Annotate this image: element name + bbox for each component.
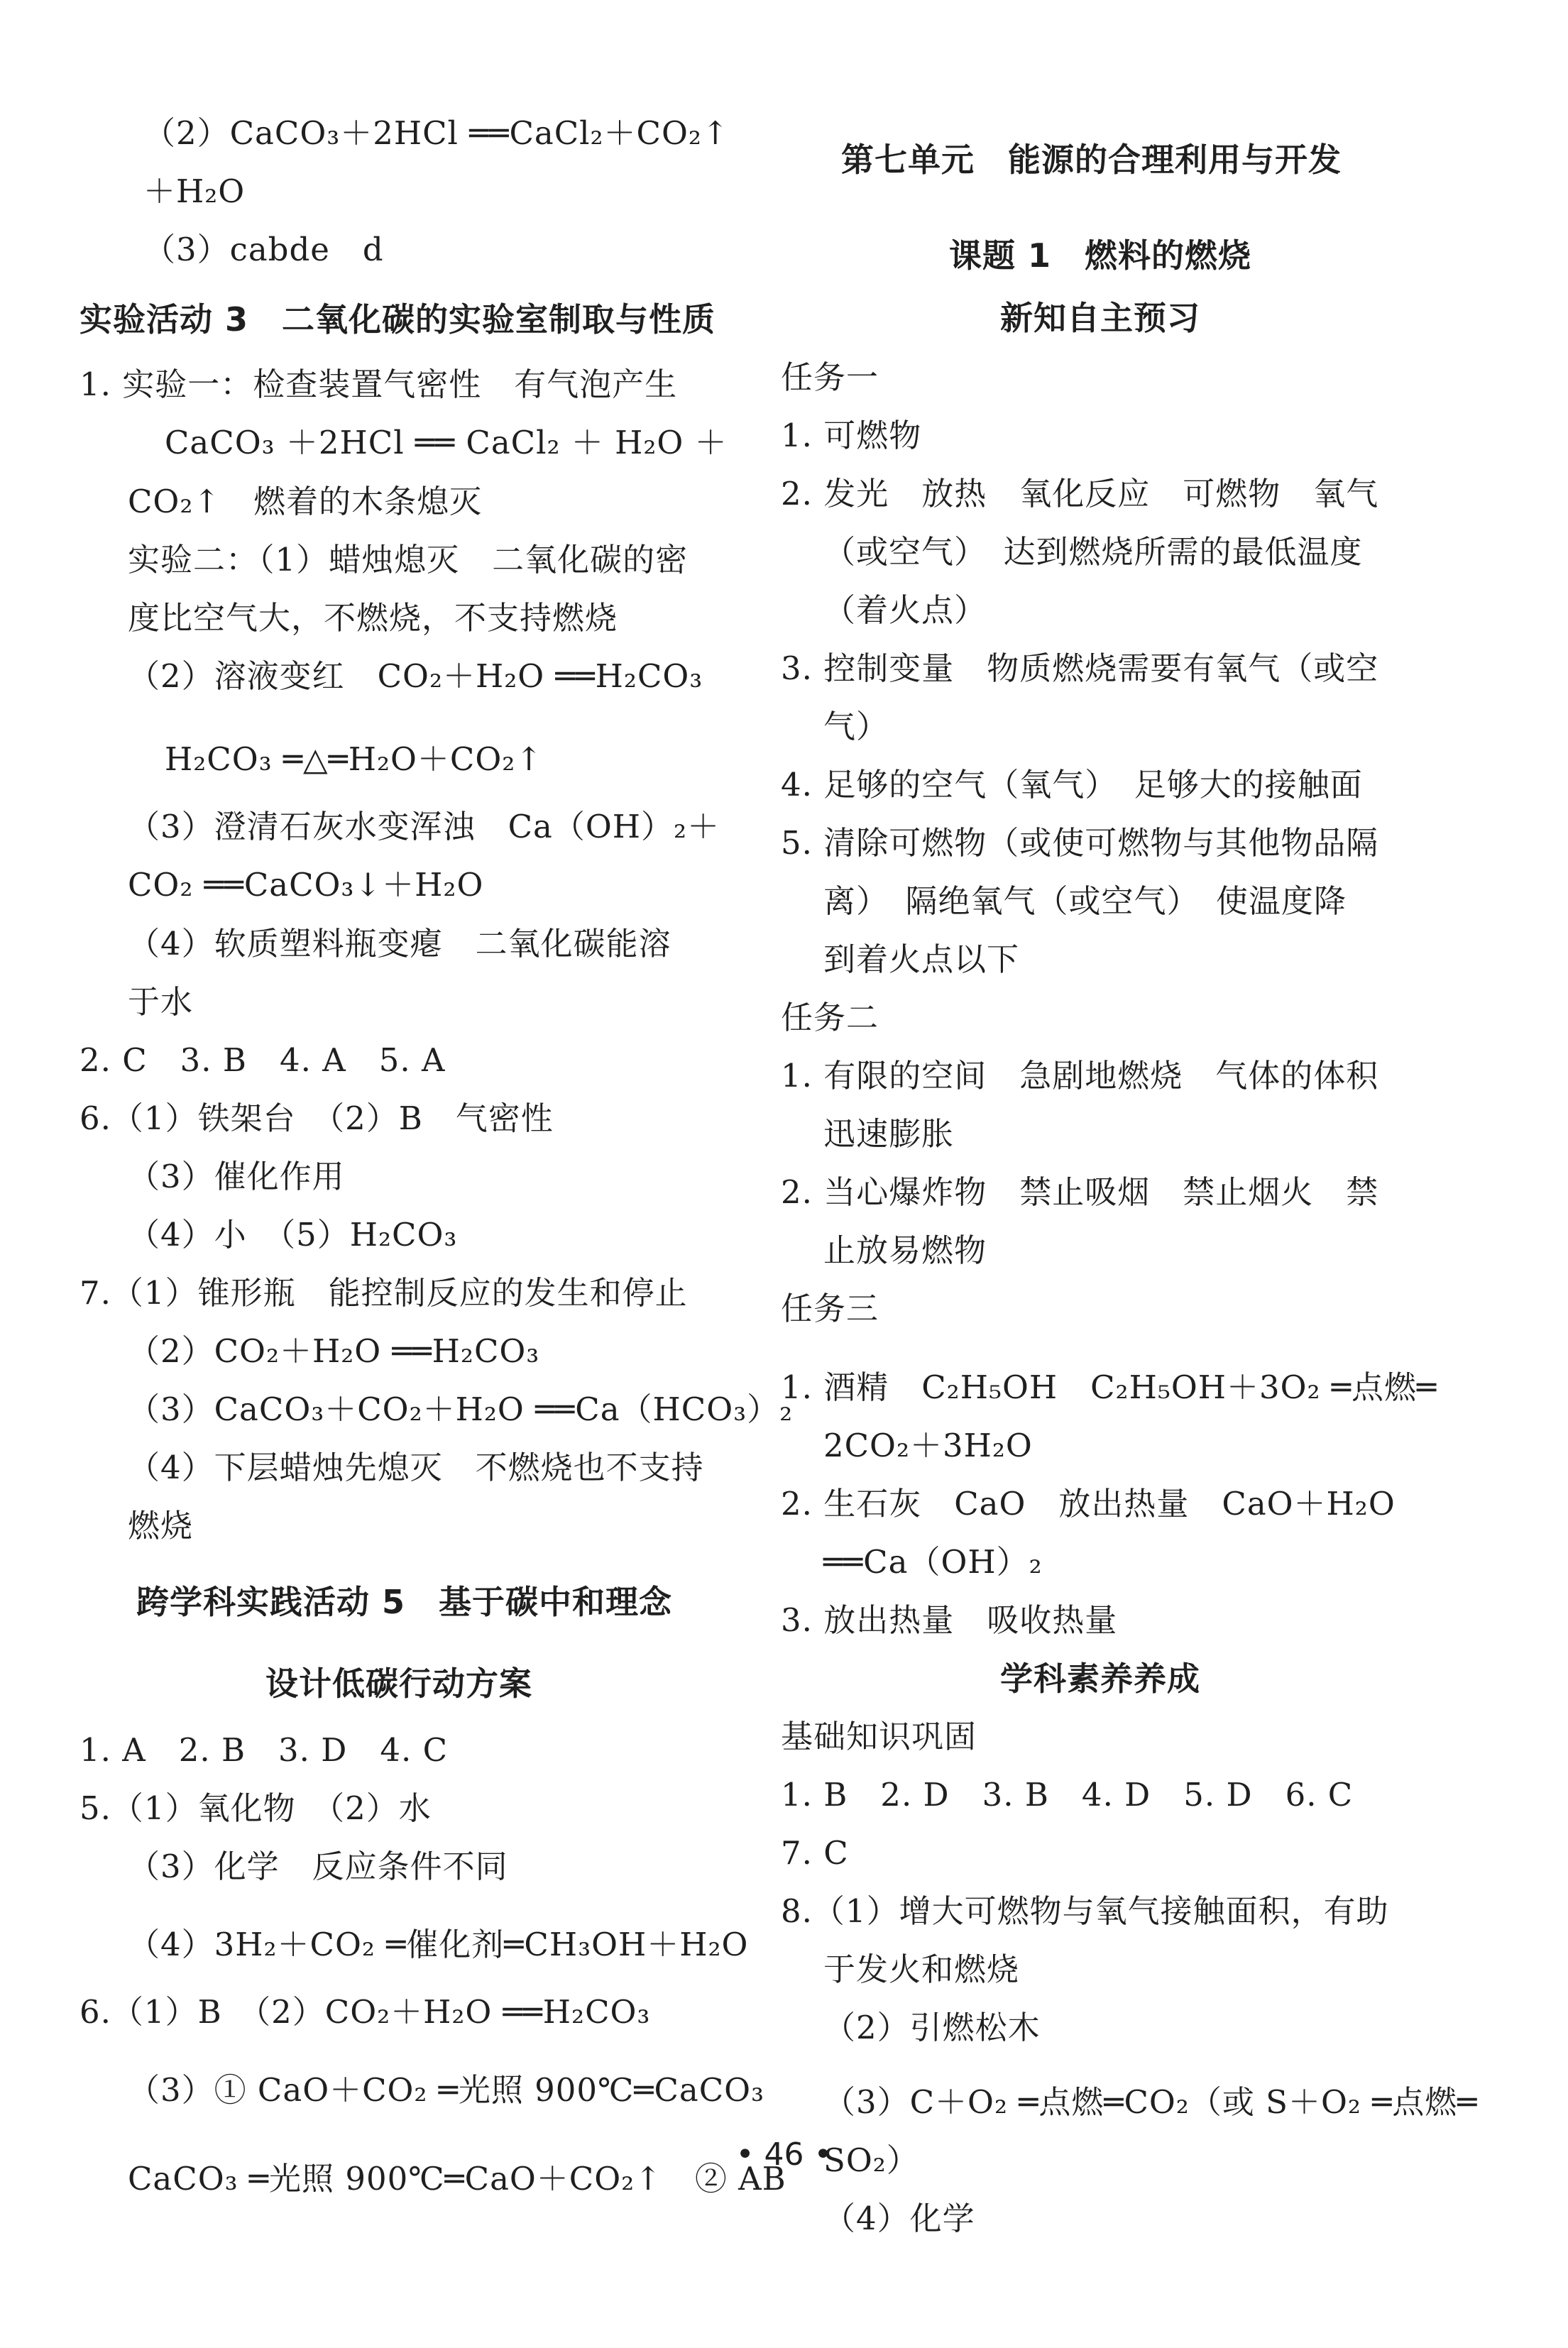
text-line: （2）CO₂＋H₂O ══H₂CO₃	[128, 1332, 540, 1370]
text-line: 2. 当心爆炸物 禁止吸烟 禁止烟火 禁	[781, 1173, 1379, 1211]
text-line: （3）cabde d	[143, 231, 384, 268]
text-line: （2）引燃松木	[823, 2009, 1041, 2046]
text-line: 2. C 3. B 4. A 5. A	[80, 1041, 446, 1079]
text-line: 止放易燃物	[823, 1231, 987, 1269]
page-number: • 46 •	[735, 2136, 833, 2173]
text-line: （4）小 （5）H₂CO₃	[128, 1216, 458, 1253]
text-line: （3）C＋O₂ ═点燃═CO₂（或 S＋O₂ ═点燃═	[823, 2083, 1478, 2121]
section-heading: 实验活动 3 二氧化碳的实验室制取与性质	[80, 300, 716, 339]
text-line: 1. A 2. B 3. D 4. C	[80, 1731, 449, 1769]
text-line: ＋H₂O	[143, 172, 246, 210]
section-heading: 新知自主预习	[1000, 299, 1200, 337]
text-line: （3）催化作用	[128, 1158, 345, 1195]
text-line: 7.（1）锥形瓶 能控制反应的发生和停止	[80, 1274, 688, 1312]
text-line: 6.（1）铁架台 （2）B 气密性	[80, 1099, 554, 1137]
text-line: （着火点）	[823, 591, 987, 629]
text-line: 1. 有限的空间 急剧地燃烧 气体的体积	[781, 1057, 1379, 1095]
text-line: 2. 生石灰 CaO 放出热量 CaO＋H₂O	[781, 1485, 1396, 1523]
text-line: （或空气） 达到燃烧所需的最低温度	[823, 533, 1363, 571]
text-line: （3）澄清石灰水变浑浊 Ca（OH）₂＋	[128, 808, 720, 845]
text-line: 迅速膨胀	[823, 1115, 955, 1153]
text-line: 任务一	[781, 358, 879, 396]
section-heading: 跨学科实践活动 5 基于碳中和理念	[136, 1583, 673, 1621]
text-line: （2）溶液变红 CO₂＋H₂O ══H₂CO₃	[128, 657, 703, 695]
section-heading: 第七单元 能源的合理利用与开发	[841, 141, 1342, 179]
text-line: 5. 清除可燃物（或使可燃物与其他物品隔	[781, 824, 1379, 862]
text-line: 1. 实验一：检查装置气密性 有气泡产生	[80, 366, 678, 403]
text-line: 5.（1）氧化物 （2）水	[80, 1789, 432, 1827]
text-line: SO₂）	[823, 2141, 919, 2179]
text-line: 1. B 2. D 3. B 4. D 5. D 6. C	[781, 1776, 1354, 1814]
text-line: 于发火和燃烧	[823, 1951, 1020, 1988]
text-line: 4. 足够的空气（氧气） 足够大的接触面	[781, 766, 1363, 803]
text-line: 7. C	[781, 1834, 849, 1872]
text-line: 到着火点以下	[823, 940, 1020, 978]
text-line: 度比空气大，不燃烧，不支持燃烧	[128, 599, 618, 637]
text-line: 任务三	[781, 1290, 879, 1327]
text-line: （3）CaCO₃＋CO₂＋H₂O ══Ca（HCO₃）₂	[128, 1390, 794, 1428]
section-heading: 课题 1 燃料的燃烧	[948, 236, 1252, 275]
text-line: 6.（1）B （2）CO₂＋H₂O ══H₂CO₃	[80, 1993, 651, 2031]
text-line: CO₂ ══CaCO₃↓＋H₂O	[128, 866, 484, 904]
text-line: ══Ca（OH）₂	[823, 1543, 1043, 1581]
text-line: （3）化学 反应条件不同	[128, 1848, 508, 1885]
text-line: 气）	[823, 708, 889, 745]
section-heading: 设计低碳行动方案	[265, 1664, 532, 1703]
text-line: 基础知识巩固	[781, 1718, 977, 1755]
text-line: （2）CaCO₃＋2HCl ══CaCl₂＋CO₂↑	[143, 114, 730, 152]
text-line: 2CO₂＋3H₂O	[823, 1427, 1033, 1464]
text-line: CO₂↑ 燃着的木条熄灭	[128, 483, 483, 520]
text-line: 任务二	[781, 999, 879, 1036]
text-line: 实验二：（1）蜡烛熄灭 二氧化碳的密	[128, 541, 689, 578]
text-line: H₂CO₃ ═△═H₂O＋CO₂↑	[165, 740, 543, 778]
text-line: 2. 发光 放热 氧化反应 可燃物 氧气	[781, 475, 1379, 512]
text-line: （4）下层蜡烛先熄灭 不燃烧也不支持	[128, 1449, 704, 1486]
text-line: （4）软质塑料瓶变瘪 二氧化碳能溶	[128, 925, 671, 962]
text-line: 1. 酒精 C₂H₅OH C₂H₅OH＋3O₂ ═点燃═	[781, 1368, 1437, 1406]
text-line: （4）化学	[823, 2200, 975, 2237]
text-line: CaCO₃ ═光照 900℃═CaO＋CO₂↑ ② AB	[128, 2160, 786, 2198]
text-line: 于水	[128, 983, 194, 1021]
text-line: （3）① CaO＋CO₂ ═光照 900℃═CaCO₃	[128, 2071, 765, 2109]
text-line: （4）3H₂＋CO₂ ═催化剂═CH₃OH＋H₂O	[128, 1926, 749, 1963]
text-line: 8.（1）增大可燃物与氧气接触面积，有助	[781, 1892, 1389, 1930]
section-heading: 学科素养养成	[1000, 1659, 1200, 1698]
text-line: 离） 隔绝氧气（或空气） 使温度降	[823, 882, 1347, 920]
text-line: CaCO₃ ＋2HCl ══ CaCl₂ ＋ H₂O ＋	[165, 424, 728, 461]
text-line: 3. 放出热量 吸收热量	[781, 1601, 1118, 1639]
text-line: 3. 控制变量 物质燃烧需要有氧气（或空	[781, 649, 1379, 687]
text-line: 1. 可燃物	[781, 417, 922, 454]
text-line: 燃烧	[128, 1507, 194, 1545]
